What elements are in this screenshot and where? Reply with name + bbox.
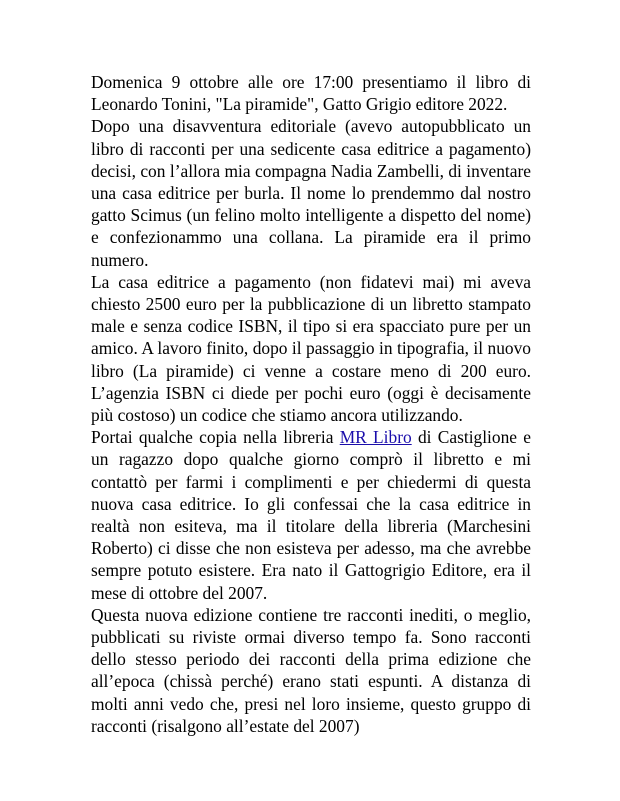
paragraph-bookstore-after: di Castiglione e un ragazzo dopo qualche giorno comprò il libretto e mi contattò per farmi i complimenti e per chiedermi di questa nuova casa editrice. Io gli confessai che la casa editrice in realtà non esiteva, ma il titolare della libreria (Marchesini Roberto) ci disse che non esisteva per adesso, ma che avrebbe sempre potuto esistere. Era nato il Gattogrigio Editore, era il mese di ottobre del 2007. [91,427,531,603]
mr-libro-link[interactable]: MR Libro [339,427,412,448]
paragraph-new-edition: Questa nuova edizione contiene tre racconti inediti, o meglio, pubblicati su riviste ormai diverso tempo fa. Sono racconti dello stesso periodo dei racconti della prima edizione che all’epoca (chissà perché) erano stati espunti. A distanza di molti anni vedo che, presi nel loro insieme, questo gruppo di racconti (risalgono all’estate del 2007) [91,604,531,736]
paragraph-bookstore-before: Portai qualche copia nella libreria [91,427,340,448]
document-body [91,71,531,737]
paragraph-announcement: Domenica 9 ottobre alle ore 17:00 presentiamo il libro di Leonardo Tonini, "La piramide", Gatto Grigio editore 2022. [91,72,531,115]
paragraph-origin: Dopo una disavventura editoriale (avevo autopubblicato un libro di racconti per una sedicente casa editrice a pagamento) decisi, con l’allora mia compagna Nadia Zambelli, di inventare una casa editrice per burla. Il nome lo prendemmo dal nostro gatto Scimus (un felino molto intelligente a dispetto del nome) e confezionammo una collana. La piramide era il primo numero. [91,116,531,270]
paragraph-bookstore [91,426,531,604]
paragraph-costs: La casa editrice a pagamento (non fidatevi mai) mi aveva chiesto 2500 euro per la pubblicazione di un libretto stampato male e senza codice ISBN, il tipo si era spacciato pure per un amico. A lavoro finito, dopo il passaggio in tipografia, il nuovo libro (La piramide) ci venne a costare meno di 200 euro. L’agenzia ISBN ci diede per pochi euro (oggi è decisamente più costoso) un codice che stiamo ancora utilizzando. [91,271,531,426]
